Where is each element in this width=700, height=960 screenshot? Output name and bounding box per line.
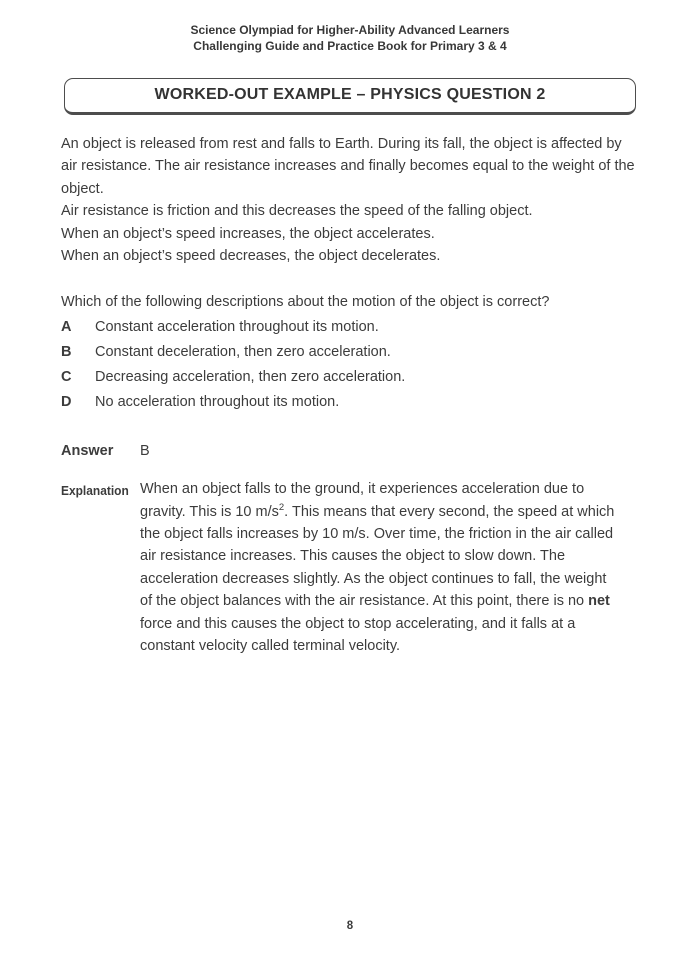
intro-line: When an object’s speed decreases, the object decelerates. <box>61 248 441 265</box>
question-block <box>61 291 639 413</box>
option-text: Constant deceleration, then zero acceleration. <box>95 344 391 361</box>
header-line-1: Science Olympiad for Higher-Ability Advanced Learners <box>190 23 510 37</box>
option-row <box>61 341 639 363</box>
option-letter: C <box>61 369 72 386</box>
option-text: Decreasing acceleration, then zero acceleration. <box>95 369 406 386</box>
intro-line: Air resistance is friction and this decreases the speed of the falling object. <box>61 203 533 220</box>
explanation-row <box>61 478 639 657</box>
intro-line: When an object’s speed increases, the object accelerates. <box>61 225 435 242</box>
question-prompt: Which of the following descriptions about the motion of the object is correct? <box>61 294 550 311</box>
explanation-label-col <box>61 478 140 657</box>
explanation-label: Explanation <box>61 483 129 499</box>
option-text: No acceleration throughout its motion. <box>95 394 340 411</box>
intro-block <box>61 133 639 267</box>
page-title: WORKED-OUT EXAMPLE – PHYSICS QUESTION 2 <box>154 86 546 103</box>
explanation-seg2: . This means that every second, the speed at which the object falls increases by 10 m/s. Over time, the friction in the air called air resistance increases. This causes the object to slow down. The acceleration decreases slightly. As the object continues to fall, the weight of the object balances with the air resistance. At this point, there is no <box>140 503 615 610</box>
answer-value: B <box>140 442 150 459</box>
option-row <box>61 366 639 388</box>
intro-paragraph: An object is released from rest and falls to Earth. During its fall, the object is affected by air resistance. The air resistance increases and finally becomes equal to the weight of the object. <box>61 136 635 197</box>
explanation-seg1: When an object falls to the ground, it experiences acceleration due to gravity. This is 10 m/s <box>140 481 585 520</box>
explanation-seg3: force and this causes the object to stop accelerating, and it falls at a constant velocity called terminal velocity. <box>140 615 576 655</box>
explanation-text <box>140 478 639 657</box>
answer-row <box>61 440 639 462</box>
page-content <box>61 133 639 658</box>
answer-label: Answer <box>61 442 114 459</box>
option-row <box>61 316 639 338</box>
page-number: 8 <box>346 920 354 932</box>
option-letter: A <box>61 319 72 336</box>
option-letter: D <box>61 394 72 411</box>
option-text: Constant acceleration throughout its motion. <box>95 319 379 336</box>
option-row <box>61 391 639 413</box>
option-letter: B <box>61 344 72 361</box>
title-box <box>64 78 636 115</box>
explanation-bold-word: net <box>588 593 610 610</box>
page-header <box>0 0 700 54</box>
header-line-2: Challenging Guide and Practice Book for Primary 3 & 4 <box>193 39 507 53</box>
explanation-superscript: 2 <box>278 501 285 513</box>
